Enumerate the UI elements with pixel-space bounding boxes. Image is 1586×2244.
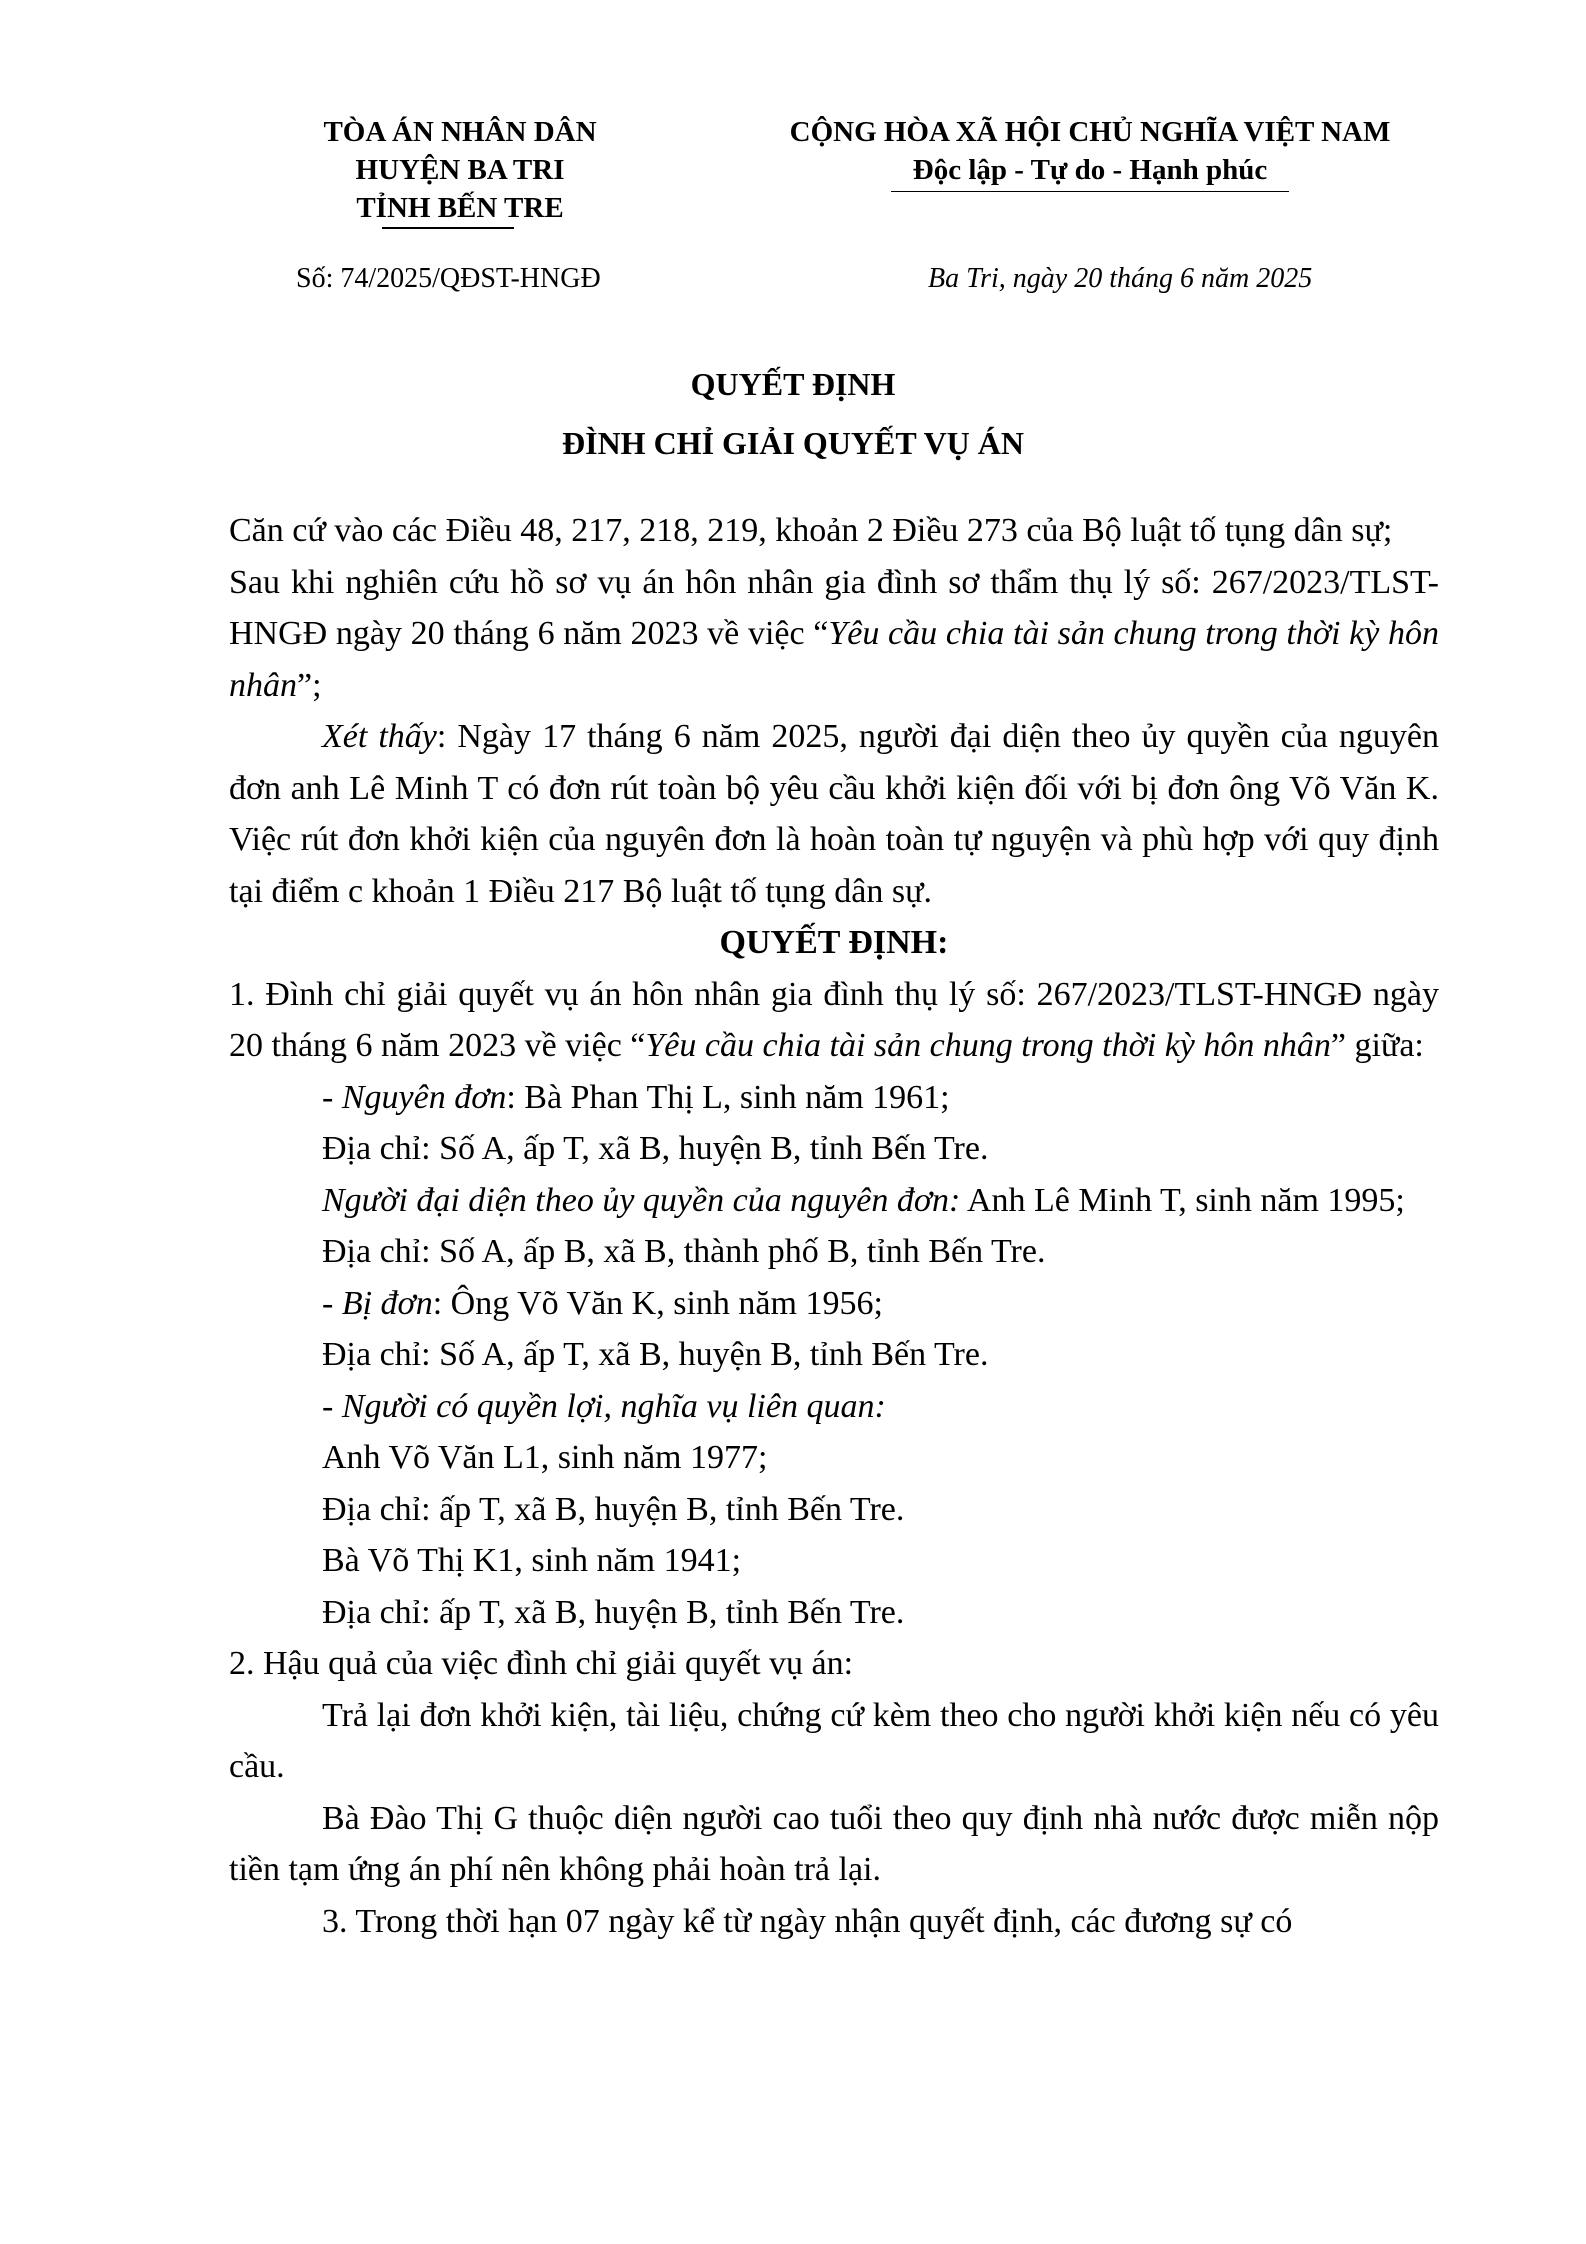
section-1: 1. Đình chỉ giải quyết vụ án hôn nhân gia đình thụ lý số: 267/2023/TLST-HNGĐ ngày 20 tháng 6 năm 2023 về việc “Yêu cầu chia tài sản chung trong thời kỳ hôn nhân” giữa: [229,975,1439,1064]
court-name-line1: TÒA ÁN NHÂN DÂN [323,116,597,148]
related-party-1: Anh Võ Văn L1, sinh năm 1977; [322,1439,768,1476]
related-party-2: Bà Võ Thị K1, sinh năm 1941; [322,1542,742,1579]
related-party-2-address: Địa chỉ: ấp T, xã B, huyện B, tỉnh Bến Tre. [322,1593,905,1631]
place-date: Ba Tri, ngày 20 tháng 6 năm 2025 [928,263,1313,294]
plaintiff-line: - Nguyên đơn: Bà Phan Thị L, sinh năm 1961; [322,1078,950,1116]
national-motto: Độc lập - Tự do - Hạnh phúc [891,151,1290,192]
related-party-1-address: Địa chỉ: ấp T, xã B, huyện B, tỉnh Bến Tre. [322,1490,905,1528]
representative-line: Người đại diện theo ủy quyền của nguyên đơn: Anh Lê Minh T, sinh năm 1995; [322,1181,1405,1219]
findings-paragraph: Xét thấy: Ngày 17 tháng 6 năm 2025, người đại diện theo ủy quyền của nguyên đơn anh Lê Minh T có đơn rút toàn bộ yêu cầu khởi kiện đối với bị đơn ông Võ Văn K. Việc rút đơn khởi kiện của nguyên đơn là hoàn toàn tự nguyện và phù hợp với quy định tại điểm c khoản 1 Điều 217 Bộ luật tố tụng dân sự. [229,718,1439,910]
decision-heading: QUYẾT ĐỊNH: [719,924,949,961]
defendant-line: - Bị đơn: Ông Võ Văn K, sinh năm 1956; [322,1284,883,1322]
section-2-paragraph-1: Trả lại đơn khởi kiện, tài liệu, chứng cứ kèm theo cho người khởi kiện nếu có yêu cầu. [229,1696,1439,1785]
review-paragraph: Sau khi nghiên cứu hồ sơ vụ án hôn nhân gia đình sơ thẩm thụ lý số: 267/2023/TLST-HNGĐ ngày 20 tháng 6 năm 2023 về việc “Yêu cầu chia tài sản chung trong thời kỳ hôn nhân”; [229,563,1439,704]
legal-basis-paragraph: Căn cứ vào các Điều 48, 217, 218, 219, khoản 2 Điều 273 của Bộ luật tố tụng dân sự; [229,512,1393,549]
plaintiff-address: Địa chỉ: Số A, ấp T, xã B, huyện B, tỉnh Bến Tre. [322,1130,989,1167]
document-body [229,505,1439,1947]
court-header [260,113,660,227]
section-2-paragraph-2: Bà Đào Thị G thuộc diện người cao tuổi theo quy định nhà nước được miễn nộp tiền tạm ứng án phí nên không phải hoàn trả lại. [229,1799,1439,1888]
decision-number: Số: 74/2025/QĐST-HNGĐ [296,263,601,294]
nation-name: CỘNG HÒA XÃ HỘI CHỦ NGHĨA VIỆT NAM [789,116,1391,148]
defendant-address: Địa chỉ: Số A, ấp T, xã B, huyện B, tỉnh Bến Tre. [322,1336,989,1373]
court-header-rule [382,227,514,229]
document-subtitle: ĐÌNH CHỈ GIẢI QUYẾT VỤ ÁN [562,425,1024,461]
section-2: 2. Hậu quả của việc đình chỉ giải quyết vụ án: [229,1645,854,1682]
section-3: 3. Trong thời hạn 07 ngày kể từ ngày nhận quyết định, các đương sự có [322,1902,1293,1940]
court-name-line3: TỈNH BẾN TRE [356,192,564,224]
representative-address: Địa chỉ: Số A, ấp B, xã B, thành phố B, tỉnh Bến Tre. [322,1233,1046,1270]
related-parties-label: - Người có quyền lợi, nghĩa vụ liên quan: [322,1387,886,1425]
national-header [700,113,1480,192]
document-title: QUYẾT ĐỊNH [690,366,896,402]
court-name-line2: HUYỆN BA TRI [355,154,565,186]
